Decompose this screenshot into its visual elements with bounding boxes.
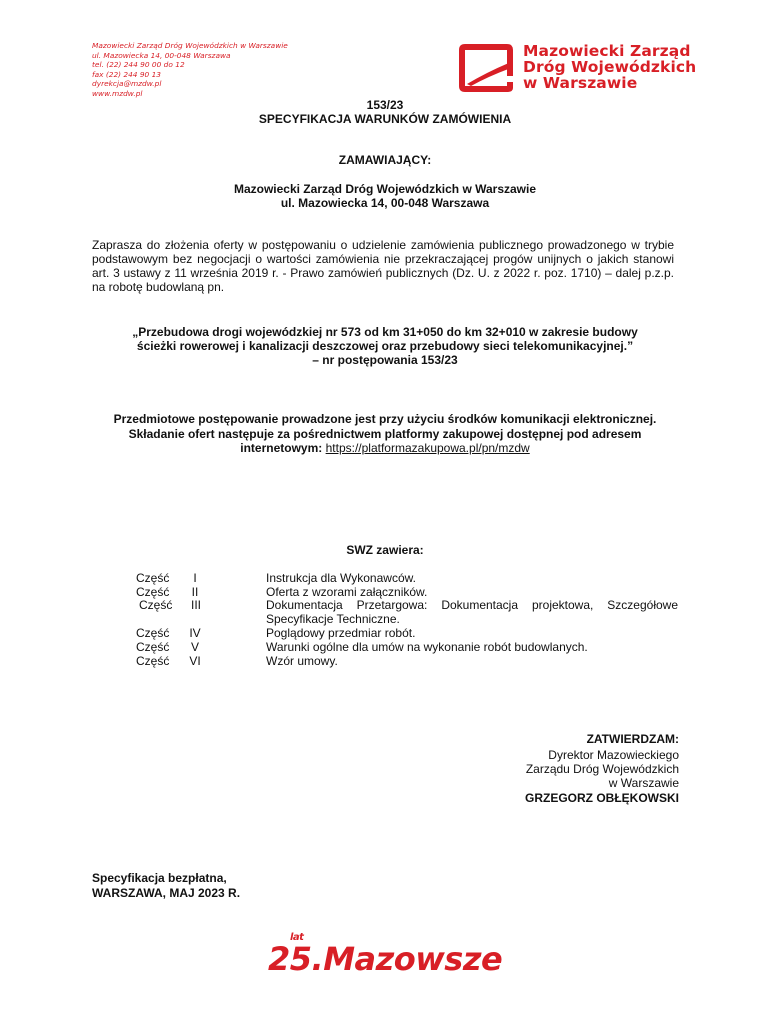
part-label: Część bbox=[136, 640, 170, 654]
contact-phone: tel. (22) 244 90 00 do 12 bbox=[92, 60, 185, 70]
contact-line: ul. Mazowiecka 14, 00-048 Warszawa bbox=[92, 50, 231, 60]
contact-fax: fax (22) 244 90 13 bbox=[92, 69, 161, 79]
approval-role: Dyrektor Mazowieckiego bbox=[548, 748, 679, 762]
part-number: IV bbox=[189, 626, 201, 640]
platform-link[interactable]: https://platformazakupowa.pl/pn/mzdw bbox=[325, 441, 530, 455]
contact-block bbox=[92, 41, 288, 99]
part-label: Część bbox=[136, 571, 170, 585]
electronic-notice-line bbox=[0, 441, 770, 455]
procedure-number: – nr postępowania 153/23 bbox=[312, 353, 458, 367]
place-date: WARSZAWA, MAJ 2023 R. bbox=[92, 886, 241, 900]
approval-label: ZATWIERDZAM: bbox=[586, 732, 679, 746]
address-prefix: internetowym: bbox=[240, 441, 326, 455]
project-title-line: „Przebudowa drogi wojewódzkiej nr 573 od km 31+050 do km 32+010 w zakresie budowy bbox=[132, 325, 638, 339]
part-description: Warunki ogólne dla umów na wykonanie robót budowlanych. bbox=[266, 640, 588, 654]
part-label: Część bbox=[136, 626, 170, 640]
buyer-label: ZAMAWIAJĄCY: bbox=[338, 153, 432, 167]
part-description: Wzór umowy. bbox=[266, 654, 338, 668]
part-label: Część bbox=[136, 654, 170, 668]
invitation-paragraph: Zaprasza do złożenia oferty w postępowaniu o udzielenie zamówienia publicznego prowadzonego w trybie podstawowym bez negocjacji o wartości zamówienia nie przekraczającej progów unijnych o jakich stanowi art. 3 ustawy z 11 września 2019 r. - Prawo zamówień publicznych (Dz. U. z 2022 r. poz. 1710) – dalej p.z.p. na robotę budowlaną pn. bbox=[92, 238, 674, 294]
part-number: I bbox=[193, 571, 197, 585]
brand-line: Dróg Wojewódzkich bbox=[523, 58, 697, 76]
part-description: Poglądowy przedmiar robót. bbox=[266, 626, 416, 640]
contact-email[interactable]: dyrekcja@mzdw.pl bbox=[92, 79, 162, 89]
mazowsze-anniversary-logo bbox=[268, 932, 503, 978]
swz-heading: SWZ zawiera: bbox=[346, 543, 424, 557]
part-number: VI bbox=[189, 654, 201, 668]
document-title: SPECYFIKACJA WARUNKÓW ZAMÓWIENIA bbox=[258, 112, 512, 126]
logo-lat: lat bbox=[290, 932, 304, 943]
brand-line: Mazowiecki Zarząd bbox=[523, 42, 691, 60]
electronic-notice-line: Przedmiotowe postępowanie prowadzone jest przy użyciu środków komunikacji elektronicznej. bbox=[113, 412, 657, 426]
buyer-address: ul. Mazowiecka 14, 00-048 Warszawa bbox=[280, 196, 490, 210]
brand-name bbox=[523, 43, 696, 91]
approval-role: w Warszawie bbox=[608, 776, 679, 790]
electronic-notice-line: Składanie ofert następuje za pośrednictwem platformy zakupowej dostępnej pod adresem bbox=[128, 427, 642, 441]
project-title-line: ścieżki rowerowej i kanalizacji deszczowej oraz przebudowy sieci telekomunikacyjnej.” bbox=[136, 339, 634, 353]
part-number: III bbox=[190, 598, 201, 612]
price-note: Specyfikacja bezpłatna, bbox=[92, 871, 227, 885]
part-description: Dokumentacja Przetargowa: Dokumentacja projektowa, Szczegółowe Specyfikacje Techniczne. bbox=[266, 598, 678, 626]
part-number: V bbox=[190, 640, 199, 654]
part-number: II bbox=[191, 585, 199, 599]
logo-text: 25.Mazowsze bbox=[268, 940, 503, 978]
mzdw-logo-icon bbox=[457, 42, 515, 94]
part-description: Oferta z wzorami załączników. bbox=[266, 585, 428, 599]
document-number: 153/23 bbox=[366, 98, 404, 112]
part-label: Część bbox=[139, 598, 173, 612]
contact-website[interactable]: www.mzdw.pl bbox=[92, 88, 143, 98]
approver-name: GRZEGORZ OBŁĘKOWSKI bbox=[525, 791, 679, 805]
part-label: Część bbox=[136, 585, 170, 599]
part-description: Instrukcja dla Wykonawców. bbox=[266, 571, 416, 585]
brand-line: w Warszawie bbox=[523, 74, 638, 92]
buyer-name: Mazowiecki Zarząd Dróg Wojewódzkich w Warszawie bbox=[233, 182, 537, 196]
contact-line: Mazowiecki Zarząd Dróg Wojewódzkich w Warszawie bbox=[92, 41, 288, 50]
approval-role: Zarządu Dróg Wojewódzkich bbox=[525, 762, 679, 776]
